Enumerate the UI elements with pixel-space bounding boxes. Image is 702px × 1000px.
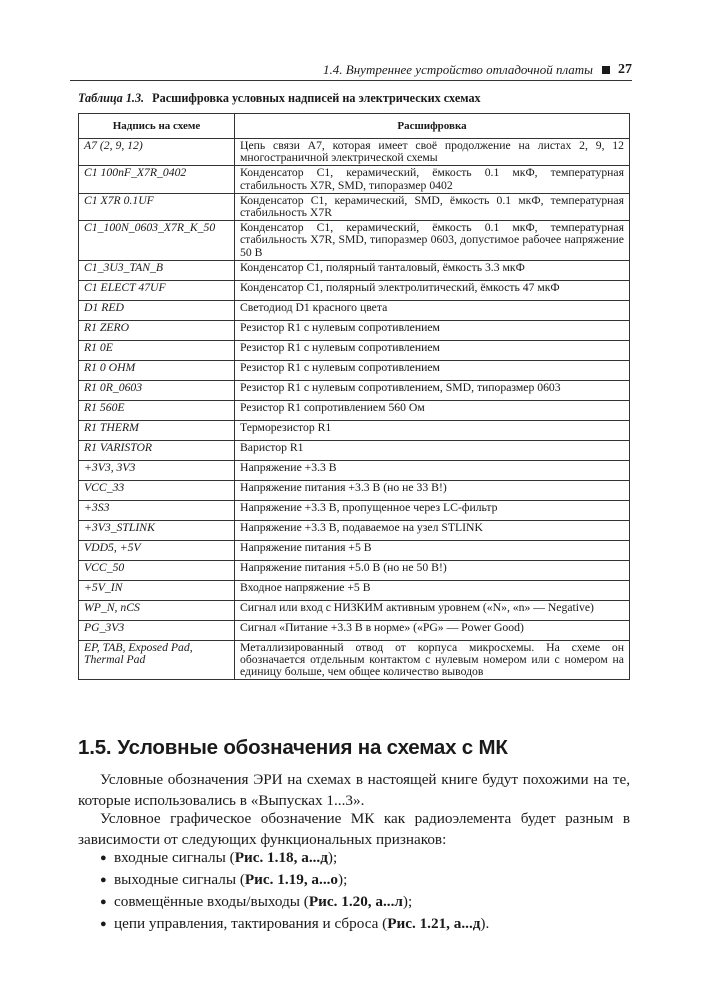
table-cell-label: WP_N, nCS: [79, 600, 235, 620]
table-row: [79, 540, 630, 560]
table-cell-label: VCC_33: [79, 480, 235, 500]
paragraph: Условные обозначения ЭРИ на схемах в настоящей книге будут похожими на те, которые использовались в «Выпусках 1...3».: [78, 771, 630, 809]
table-cell-label: +3V3_STLINK: [79, 520, 235, 540]
table-cell-decoding: Резистор R1 с нулевым сопротивлением, SMD, типоразмер 0603: [235, 380, 630, 400]
table-cell-decoding: Терморезистор R1: [235, 420, 630, 440]
table-cell-decoding: Варистор R1: [235, 440, 630, 460]
header-title: 1.4. Внутреннее устройство отладочной платы: [323, 62, 593, 77]
bullet-icon: ●: [100, 918, 107, 930]
list-item: [100, 913, 630, 935]
table-cell-label: PG_3V3: [79, 620, 235, 640]
bullet-icon: ●: [100, 896, 107, 908]
paragraph: Условное графическое обозначение МК как радиоэлемента будет разным в зависимости от следующих функциональных признаков:: [78, 810, 630, 848]
table-cell-decoding: Резистор R1 с нулевым сопротивлением: [235, 340, 630, 360]
table-cell-label: R1 0E: [79, 340, 235, 360]
table-body: [79, 139, 630, 680]
figure-reference: Рис. 1.21, а...д: [387, 915, 481, 932]
table-cell-decoding: Конденсатор C1, керамический, ёмкость 0.1 мкФ, температурная стабильность X7R, SMD, типоразмер 0603, допустимое рабочее напряжение 50 В: [235, 221, 630, 261]
table-cell-decoding: Цепь связи A7, которая имеет своё продолжение на листах 2, 9, 12 многостраничной электрической схемы: [235, 139, 630, 166]
table-row: [79, 260, 630, 280]
table-row: [79, 300, 630, 320]
page-number: 27: [618, 62, 632, 77]
table-cell-label: D1 RED: [79, 300, 235, 320]
table-cell-label: C1 ELECT 47UF: [79, 280, 235, 300]
table-row: [79, 340, 630, 360]
table-cell-decoding: Конденсатор C1, полярный электролитический, ёмкость 47 мкФ: [235, 280, 630, 300]
figure-reference: Рис. 1.18, а...д: [234, 849, 328, 866]
table-cell-decoding: Сигнал или вход с НИЗКИМ активным уровнем («N», «n» — Negative): [235, 600, 630, 620]
table-cell-decoding: Резистор R1 с нулевым сопротивлением: [235, 360, 630, 380]
table-cell-label: C1_100N_0603_X7R_K_50: [79, 221, 235, 261]
table-cell-label: R1 560E: [79, 400, 235, 420]
list-item-text: входные сигналы (: [114, 849, 235, 866]
table-row: [79, 580, 630, 600]
table-header-row: [79, 114, 630, 139]
bullet-icon: ●: [100, 852, 107, 864]
table-row: [79, 166, 630, 193]
table-row: [79, 400, 630, 420]
list-item-text: совмещённые входы/выходы (: [114, 893, 309, 910]
table-cell-label: VCC_50: [79, 560, 235, 580]
column-header-label: Надпись на схеме: [79, 114, 235, 139]
bullet-list: [100, 847, 630, 935]
codes-table: [78, 113, 630, 680]
section-title: Условные обозначения на схемах с МК: [117, 736, 508, 759]
table-cell-decoding: Конденсатор C1, полярный танталовый, ёмкость 3.3 мкФ: [235, 260, 630, 280]
square-icon: [602, 66, 610, 74]
table-row: [79, 193, 630, 220]
table-cell-label: EP, TAB, Exposed Pad, Thermal Pad: [79, 640, 235, 680]
table-cell-decoding: Напряжение +3.3 В, подаваемое на узел STLINK: [235, 520, 630, 540]
table-row: [79, 440, 630, 460]
table-row: [79, 620, 630, 640]
list-item: [100, 891, 630, 913]
table-cell-label: R1 0R_0603: [79, 380, 235, 400]
table-row: [79, 380, 630, 400]
table-cell-label: VDD5, +5V: [79, 540, 235, 560]
table-row: [79, 460, 630, 480]
table-row: [79, 139, 630, 166]
table-row: [79, 320, 630, 340]
table-cell-decoding: Сигнал «Питание +3.3 В в норме» («PG» — Power Good): [235, 620, 630, 640]
table-row: [79, 420, 630, 440]
table-cell-decoding: Напряжение питания +5.0 В (но не 50 В!): [235, 560, 630, 580]
table-cell-label: +3V3, 3V3: [79, 460, 235, 480]
table-row: [79, 500, 630, 520]
table-cell-label: C1 X7R 0.1UF: [79, 193, 235, 220]
list-item-text: выходные сигналы (: [114, 871, 245, 888]
bullet-icon: ●: [100, 874, 107, 886]
table-cell-label: +3S3: [79, 500, 235, 520]
running-header: [70, 58, 632, 78]
table-row: [79, 600, 630, 620]
table-cell-decoding: Конденсатор C1, керамический, SMD, ёмкость 0.1 мкФ, температурная стабильность X7R: [235, 193, 630, 220]
table-cell-decoding: Светодиод D1 красного цвета: [235, 300, 630, 320]
section-number: 1.5.: [78, 736, 112, 759]
table-cell-label: C1_3U3_TAN_B: [79, 260, 235, 280]
table-cell-decoding: Резистор R1 сопротивлением 560 Ом: [235, 400, 630, 420]
table-cell-decoding: Металлизированный отвод от корпуса микросхемы. На схеме он обозначается отдельным контактом с нулевым номером или с номером на единицу больше, чем общее количество выводов: [235, 640, 630, 680]
list-item-text: цепи управления, тактирования и сброса (: [114, 915, 388, 932]
list-item: [100, 847, 630, 869]
table-caption: [78, 91, 481, 106]
table-cell-decoding: Напряжение питания +3.3 В (но не 33 В!): [235, 480, 630, 500]
table-row: [79, 221, 630, 261]
list-item-end: ).: [480, 915, 490, 932]
table-cell-label: R1 ZERO: [79, 320, 235, 340]
table-cell-decoding: Напряжение +3.3 В: [235, 460, 630, 480]
table-cell-label: C1 100nF_X7R_0402: [79, 166, 235, 193]
table-cell-label: A7 (2, 9, 12): [79, 139, 235, 166]
table-row: [79, 280, 630, 300]
section-heading: [78, 736, 508, 760]
table-cell-decoding: Входное напряжение +5 В: [235, 580, 630, 600]
list-item-end: );: [402, 893, 413, 910]
table-cell-decoding: Напряжение питания +5 В: [235, 540, 630, 560]
table-cell-label: R1 VARISTOR: [79, 440, 235, 460]
table-caption-text: Расшифровка условных надписей на электрических схемах: [152, 91, 481, 105]
table-cell-label: R1 THERM: [79, 420, 235, 440]
table-cell-decoding: Напряжение +3.3 В, пропущенное через LC-фильтр: [235, 500, 630, 520]
list-item-end: );: [338, 871, 348, 888]
header-divider: [70, 80, 632, 81]
list-item-end: );: [327, 849, 338, 866]
table-row: [79, 520, 630, 540]
list-item: [100, 869, 630, 891]
table-cell-decoding: Резистор R1 с нулевым сопротивлением: [235, 320, 630, 340]
column-header-decoding: Расшифровка: [235, 114, 630, 139]
table-row: [79, 560, 630, 580]
figure-reference: Рис. 1.19, а...о: [244, 871, 339, 888]
table-row: [79, 640, 630, 680]
table-cell-label: +5V_IN: [79, 580, 235, 600]
table-row: [79, 360, 630, 380]
figure-reference: Рис. 1.20, а...л: [308, 893, 403, 910]
table-cell-label: R1 0 OHM: [79, 360, 235, 380]
table-cell-decoding: Конденсатор C1, керамический, ёмкость 0.1 мкФ, температурная стабильность X7R, SMD, типоразмер 0402: [235, 166, 630, 193]
table-caption-label: Таблица 1.3.: [78, 91, 145, 105]
table-row: [79, 480, 630, 500]
